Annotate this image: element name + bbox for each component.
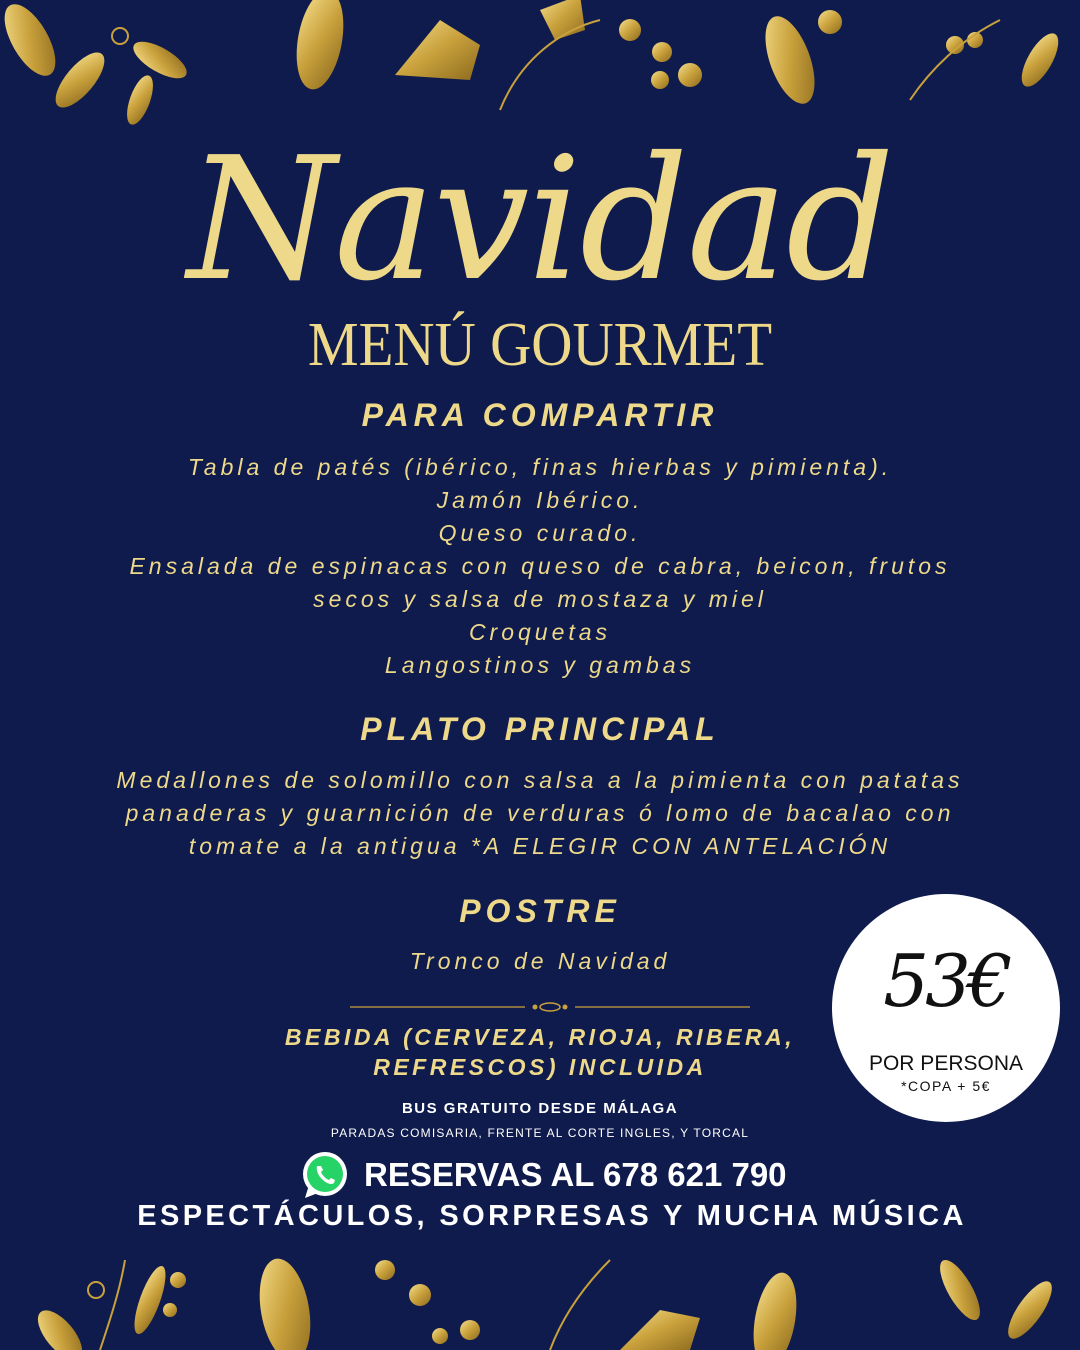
drinks-included <box>230 1022 850 1082</box>
reservation-phone: RESERVAS AL 678 621 790 <box>364 1156 787 1193</box>
price-per-person: POR PERSONA <box>868 1052 1024 1075</box>
menu-item: Queso curado. <box>438 520 642 546</box>
menu-item: Tabla de patés (ibérico, finas hierbas y pimienta). <box>187 454 893 480</box>
reservations <box>298 1148 787 1202</box>
price-amount: 53€ <box>883 939 1009 1023</box>
menu-item: Tronco de Navidad <box>409 948 671 974</box>
menu-item: tomate a la antigua *A ELEGIR CON ANTELACIÓN <box>188 833 892 859</box>
page-title: Navidad <box>187 121 893 319</box>
gold-holly-decoration-bottom <box>0 1240 1080 1350</box>
gold-holly-decoration-top <box>0 0 1080 130</box>
drinks-line: REFRESCOS) INCLUIDA <box>373 1054 707 1080</box>
price-badge <box>832 894 1060 1122</box>
free-bus-info: BUS GRATUITO DESDE MÁLAGA <box>401 1100 679 1117</box>
whatsapp-icon <box>298 1149 350 1201</box>
menu-item: Langostinos y gambas <box>384 652 696 678</box>
section-heading-dessert: POSTRE <box>459 893 621 929</box>
price-note: *COPA + 5€ <box>901 1078 991 1094</box>
drinks-line: BEBIDA (CERVEZA, RIOJA, RIBERA, <box>284 1024 796 1050</box>
shows-tagline: ESPECTÁCULOS, SORPRESAS Y MUCHA MÚSICA <box>137 1200 967 1232</box>
page-subtitle: MENÚ GOURMET <box>307 311 773 379</box>
main-items <box>40 764 1040 863</box>
menu-item: Croquetas <box>468 619 612 645</box>
share-items <box>40 451 1040 682</box>
menu-item: Medallones de solomillo con salsa a la pimienta con patatas <box>116 767 964 793</box>
ornamental-divider <box>350 1000 750 1014</box>
menu-item: secos y salsa de mostaza y miel <box>313 586 767 612</box>
menu-item: panaderas y guarnición de verduras ó lomo de bacalao con <box>125 800 955 826</box>
bus-stops: PARADAS COMISARIA, FRENTE AL CORTE INGLES, Y TORCAL <box>330 1126 750 1140</box>
menu-item: Jamón Ibérico. <box>436 487 644 513</box>
section-heading-share: PARA COMPARTIR <box>361 397 719 433</box>
menu-item: Ensalada de espinacas con queso de cabra, beicon, frutos <box>129 553 951 579</box>
section-heading-main: PLATO PRINCIPAL <box>360 711 720 747</box>
